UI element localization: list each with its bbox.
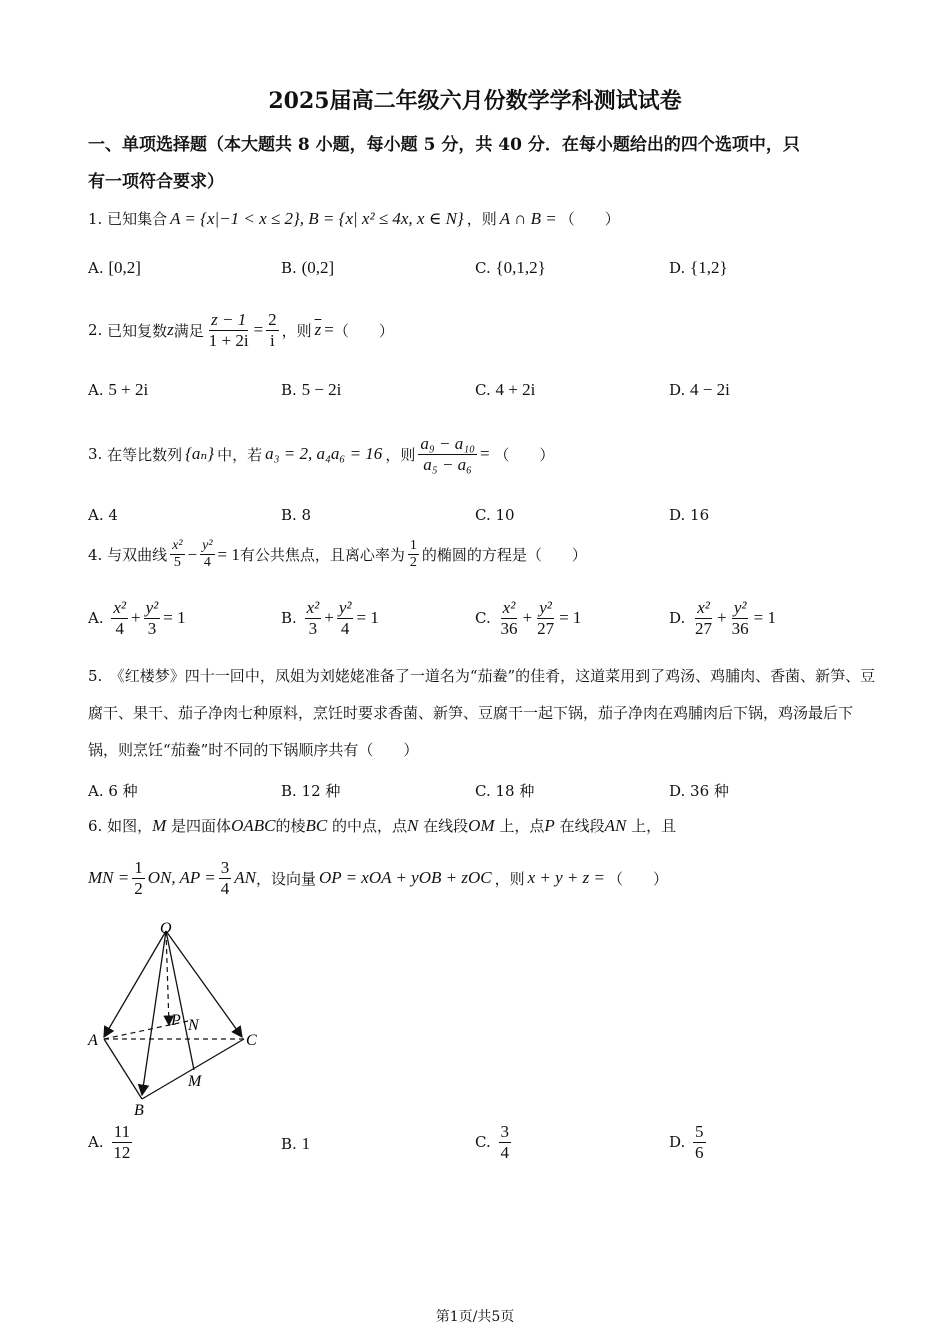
q6-option-b: B. 1: [281, 1134, 311, 1153]
question-6-line2: MN = $\frac{1}{2}$ ON, AP = $\frac{3}{4}$ AN ，设向量 OP = xOA + yOB + zOC ，则 x + y + z = （ ）: [88, 858, 668, 898]
page-title: 2025届高二年级六月份数学学科测试试卷: [268, 88, 682, 114]
q2-conjugate: $\overline{z}$: [314, 320, 322, 340]
q1-option-d: D. {1,2}: [669, 258, 728, 277]
section-heading-line1: 一、单项选择题（本大题共 8 小题，每小题 5 分，共 40 分．在每小题给出的四个选项中，只: [88, 135, 800, 155]
q5-option-c: C. 18 种: [475, 782, 535, 800]
q1-intersection: A ∩ B =: [499, 208, 557, 228]
q4-option-b: B. $\frac{\text{x²}}{3}$ + $\frac{\text{y²}}{4}$ = 1: [281, 598, 379, 638]
label-n: N: [188, 1017, 199, 1034]
q3-option-b: B. 8: [281, 506, 312, 524]
label-o: O: [160, 920, 172, 937]
page-footer: 第1页/共5页: [435, 1309, 515, 1325]
q2-option-b: B. 5 − 2i: [281, 380, 342, 399]
q1-option-b: B. (0,2]: [281, 258, 335, 277]
segment-om: [166, 931, 194, 1070]
q3-option-a: A. 4: [88, 506, 118, 524]
q6-option-a: A. $\frac{11}{12}$: [88, 1122, 131, 1162]
q4-option-a: A. $\frac{\text{x²}}{4}$ + $\frac{\text{y²}}{3}$ = 1: [88, 598, 186, 638]
question-4: 4. 与双曲线 $\frac{\text{x²}}{5}$ − $\frac{\text{y²}}{4}$ = 1 有公共焦点，且离心率为 $\frac{1}{2}$ 的椭圆的方程是（ ）: [88, 538, 587, 571]
q4-option-d: D. $\frac{\text{x²}}{27}$ + $\frac{\text{y²}}{36}$ = 1: [669, 598, 776, 638]
q3-option-c: C. 10: [475, 506, 515, 524]
q1-option-c: C. {0,1,2}: [475, 258, 546, 277]
question-6-line1: 6. 如图， M 是四面体 OABC 的棱 BC 的中点，点 N 在线段 OM 上，点 P 在线段 AN 上，且: [88, 815, 677, 835]
question-2: 2. 已知复数 z 满足 $\frac{z - 1}{1 + 2i}$ = $\frac{2}{i}$ ，则 $\overline{z}$ = （ ）: [88, 310, 394, 350]
q1-option-a: A. [0,2]: [88, 258, 141, 277]
q2-option-a: A. 5 + 2i: [88, 380, 149, 399]
question-5: 5. 《红楼梦》四十一回中，凤姐为刘姥姥准备了一道名为“茄鲞”的佳肴，这道菜用到了鸡汤、鸡脯肉、香菌、新笋、豆腐干、果干、茄子净肉七种原料，烹饪时要求香菌、新笋、豆腐干一起下锅，茄子净肉在鸡脯肉后下锅，鸡汤最后下锅，则烹饪“茄鲞”时不同的下锅顺序共有（ ）: [88, 667, 876, 759]
q5-option-d: D. 36 种: [669, 782, 729, 800]
label-a: A: [88, 1032, 98, 1049]
q6-option-c: C. $\frac{3}{4}$: [475, 1122, 509, 1162]
q2-fraction-left: $\frac{z - 1}{1 + 2i}$: [208, 310, 249, 350]
q1-sets-expression: A = {x|−1 < x ≤ 2}, B = {x| x² ≤ 4x, x ∈ N}: [170, 208, 464, 228]
q2-option-d: D. 4 − 2i: [669, 380, 730, 399]
label-b: B: [134, 1102, 144, 1119]
edge-ab: [104, 1039, 142, 1099]
q5-option-a: A. 6 种: [88, 782, 138, 800]
label-m: M: [188, 1073, 202, 1090]
q3-fraction: $\frac{\text{a₉ − a₁₀}}{\text{a₅ − a₆}}$: [420, 434, 476, 474]
label-p: P: [171, 1012, 181, 1029]
section-heading-line2: 有一项符合要求）: [88, 172, 224, 192]
label-c: C: [246, 1032, 257, 1049]
q3-option-d: D. 16: [669, 506, 710, 524]
q5-option-b: B. 12 种: [281, 782, 341, 800]
q6-option-d: D. $\frac{5}{6}$: [669, 1122, 704, 1162]
edge-ob: [142, 931, 166, 1095]
q6-vector-equation: OP = xOA + yOB + zOC: [318, 868, 492, 888]
question-1: 1. 已知集合 A = {x|−1 < x ≤ 2}, B = {x| x² ≤ 4x, x ∈ N} ，则 A ∩ B = （ ）: [88, 208, 620, 228]
question-3: 3. 在等比数列 {aₙ} 中，若 a₃ = 2, a₄a₆ = 16 ，则 $\frac{\text{a₉ − a₁₀}}{\text{a₅ − a₆}}$ = （ ）: [88, 434, 555, 474]
q4-option-c: C. $\frac{\text{x²}}{36}$ + $\frac{\text{y²}}{27}$ = 1: [475, 598, 582, 638]
q2-fraction-right: $\frac{2}{i}$: [268, 310, 277, 350]
q2-option-c: C. 4 + 2i: [475, 380, 536, 399]
tetrahedron-figure: [80, 915, 280, 1120]
edge-bc: [142, 1039, 244, 1099]
edge-oa: [104, 931, 166, 1037]
